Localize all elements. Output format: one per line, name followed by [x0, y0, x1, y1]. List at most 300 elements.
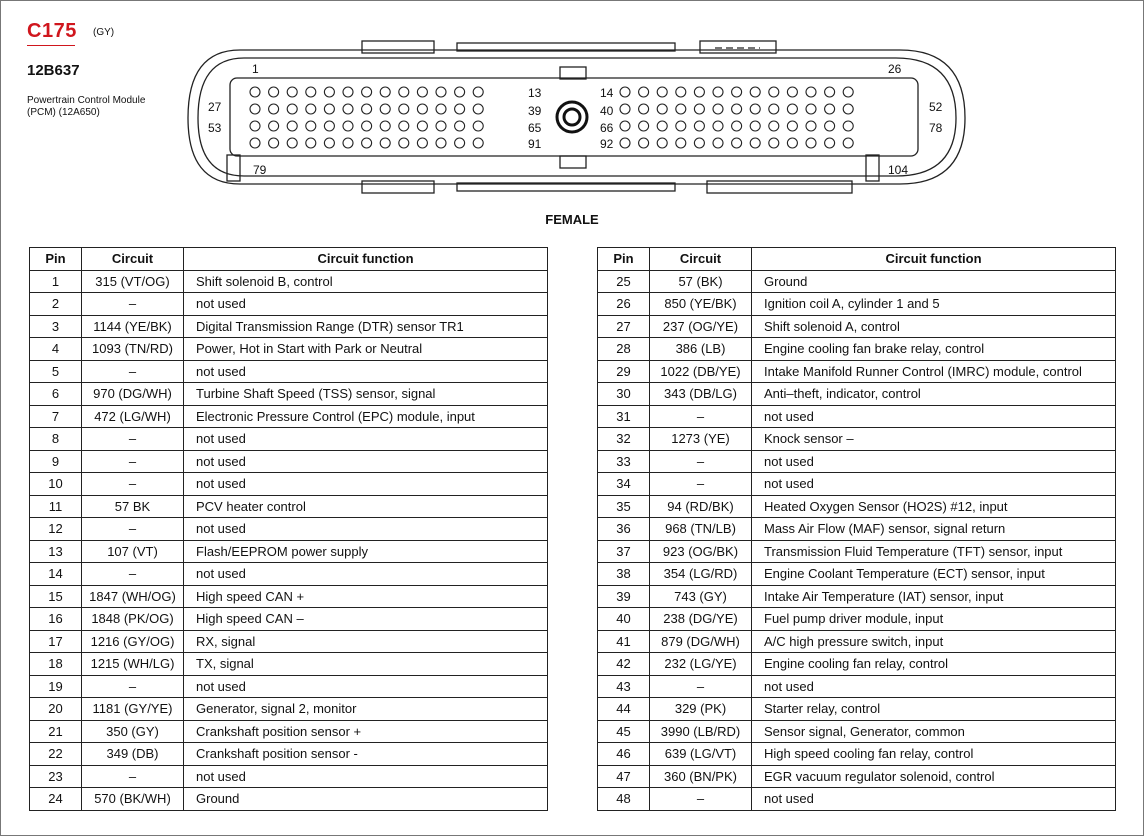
pin-hole [825, 121, 835, 131]
table-row [30, 788, 548, 811]
function-cell: Ground [184, 788, 548, 811]
pin-hole [620, 138, 630, 148]
connector-gender-label: FEMALE [545, 212, 599, 227]
table-row [30, 743, 548, 766]
table-row [30, 540, 548, 563]
pin-hole [713, 104, 723, 114]
function-cell: High speed CAN – [184, 608, 548, 631]
circuit-cell: – [82, 765, 184, 788]
pin-hole [269, 87, 279, 97]
pin-hole [380, 104, 390, 114]
table-row [30, 428, 548, 451]
pin-hole [436, 87, 446, 97]
pin-cell: 39 [598, 585, 650, 608]
pin-hole [769, 121, 779, 131]
pin-hole [473, 138, 483, 148]
pin-cell: 14 [30, 563, 82, 586]
pin-hole [287, 104, 297, 114]
pin-label-65: 65 [528, 121, 542, 135]
function-cell: not used [752, 450, 1116, 473]
table-row [30, 698, 548, 721]
circuit-cell: – [650, 450, 752, 473]
function-cell: PCV heater control [184, 495, 548, 518]
pin-hole [380, 138, 390, 148]
circuit-cell: 1144 (YE/BK) [82, 315, 184, 338]
pin-cell: 8 [30, 428, 82, 451]
pin-cell: 2 [30, 293, 82, 316]
pin-cell: 35 [598, 495, 650, 518]
function-cell: Crankshaft position sensor + [184, 720, 548, 743]
center-key-top [560, 67, 586, 79]
function-cell: Fuel pump driver module, input [752, 608, 1116, 631]
circuit-cell: 639 (LG/VT) [650, 743, 752, 766]
function-cell: Ground [752, 270, 1116, 293]
pin-hole [825, 87, 835, 97]
center-key-bottom [560, 156, 586, 168]
header-circuit-function: Circuit function [752, 248, 1116, 271]
connector-description-line1: Powertrain Control Module [27, 95, 146, 106]
pin-hole [732, 87, 742, 97]
circuit-cell: – [82, 428, 184, 451]
table-row [30, 495, 548, 518]
circuit-cell: – [82, 473, 184, 496]
circuit-cell: – [650, 675, 752, 698]
corner-key-left [227, 155, 240, 181]
function-cell: not used [752, 473, 1116, 496]
table-row [30, 765, 548, 788]
pin-hole [620, 121, 630, 131]
pin-cell: 27 [598, 315, 650, 338]
pin-hole [306, 138, 316, 148]
header-circuit: Circuit [82, 248, 184, 271]
pin-hole [473, 104, 483, 114]
circuit-cell: – [82, 360, 184, 383]
function-cell: Heated Oxygen Sensor (HO2S) #12, input [752, 495, 1116, 518]
pin-hole [306, 104, 316, 114]
pin-cell: 36 [598, 518, 650, 541]
table-row [598, 765, 1116, 788]
pin-cell: 21 [30, 720, 82, 743]
table-row [598, 563, 1116, 586]
pin-cell: 20 [30, 698, 82, 721]
pin-cell: 46 [598, 743, 650, 766]
pin-hole [750, 121, 760, 131]
circuit-cell: 570 (BK/WH) [82, 788, 184, 811]
function-cell: not used [184, 450, 548, 473]
circuit-cell: – [82, 563, 184, 586]
bottom-latch-left [362, 181, 434, 193]
pin-label-26: 26 [888, 62, 902, 76]
function-cell: Engine cooling fan relay, control [752, 653, 1116, 676]
pin-cell: 34 [598, 473, 650, 496]
pin-hole [694, 87, 704, 97]
table-row [598, 428, 1116, 451]
circuit-cell: – [82, 518, 184, 541]
pin-cell: 1 [30, 270, 82, 293]
pin-hole [750, 104, 760, 114]
pin-hole [399, 87, 409, 97]
circuit-cell: 360 (BN/PK) [650, 765, 752, 788]
circuit-cell: 3990 (LB/RD) [650, 720, 752, 743]
pin-cell: 26 [598, 293, 650, 316]
table-row [598, 338, 1116, 361]
function-cell: RX, signal [184, 630, 548, 653]
table-row [30, 653, 548, 676]
function-cell: Turbine Shaft Speed (TSS) sensor, signal [184, 383, 548, 406]
table-row [30, 473, 548, 496]
circuit-cell: 1848 (PK/OG) [82, 608, 184, 631]
circuit-cell: 343 (DB/LG) [650, 383, 752, 406]
pin-hole [324, 87, 334, 97]
function-cell: Digital Transmission Range (DTR) sensor TR1 [184, 315, 548, 338]
table-row [598, 315, 1116, 338]
pin-cell: 4 [30, 338, 82, 361]
pin-hole [380, 121, 390, 131]
pin-hole [732, 121, 742, 131]
pin-cell: 24 [30, 788, 82, 811]
circuit-cell: 329 (PK) [650, 698, 752, 721]
pin-cell: 30 [598, 383, 650, 406]
pin-cell: 3 [30, 315, 82, 338]
pin-hole [713, 87, 723, 97]
circuit-cell: 354 (LG/RD) [650, 563, 752, 586]
pin-hole [843, 104, 853, 114]
connector-color: (GY) [93, 27, 115, 38]
pin-hole [843, 138, 853, 148]
function-cell: not used [184, 293, 548, 316]
pin-hole [657, 104, 667, 114]
pin-hole [639, 104, 649, 114]
pin-hole [694, 104, 704, 114]
pin-hole [417, 138, 427, 148]
pin-label-52: 52 [929, 100, 943, 114]
circuit-cell: 923 (OG/BK) [650, 540, 752, 563]
pin-hole [269, 138, 279, 148]
pin-hole [806, 121, 816, 131]
pin-cell: 9 [30, 450, 82, 473]
pin-hole [436, 121, 446, 131]
header-circuit-function: Circuit function [184, 248, 548, 271]
table-row [598, 383, 1116, 406]
pin-hole [620, 87, 630, 97]
pin-hole [399, 138, 409, 148]
table-row [598, 293, 1116, 316]
pin-hole [787, 138, 797, 148]
table-row [598, 653, 1116, 676]
pin-hole [639, 87, 649, 97]
pin-hole [399, 104, 409, 114]
table-row [30, 383, 548, 406]
pin-hole [787, 104, 797, 114]
pin-cell: 23 [30, 765, 82, 788]
pin-label-39: 39 [528, 104, 542, 118]
function-cell: not used [752, 405, 1116, 428]
circuit-cell: 1216 (GY/OG) [82, 630, 184, 653]
connector-description-line2: (PCM) (12A650) [27, 107, 100, 118]
pin-hole [713, 121, 723, 131]
pin-hole [343, 138, 353, 148]
pin-cell: 38 [598, 563, 650, 586]
pin-hole [362, 121, 372, 131]
function-cell: Intake Manifold Runner Control (IMRC) module, control [752, 360, 1116, 383]
table-row [30, 675, 548, 698]
function-cell: Crankshaft position sensor - [184, 743, 548, 766]
pin-hole [436, 138, 446, 148]
pin-hole [657, 87, 667, 97]
pin-hole [250, 104, 260, 114]
corner-key-right [866, 155, 879, 181]
pin-hole [732, 138, 742, 148]
pin-cell: 44 [598, 698, 650, 721]
pin-hole [306, 87, 316, 97]
pin-hole [676, 138, 686, 148]
pin-hole [269, 121, 279, 131]
table-row [30, 518, 548, 541]
pin-cell: 37 [598, 540, 650, 563]
pin-cell: 45 [598, 720, 650, 743]
table-header-row [598, 248, 1116, 271]
pin-hole [676, 121, 686, 131]
pin-hole [287, 138, 297, 148]
pin-cell: 29 [598, 360, 650, 383]
pin-hole [380, 87, 390, 97]
pin-cell: 5 [30, 360, 82, 383]
function-cell: EGR vacuum regulator solenoid, control [752, 765, 1116, 788]
circuit-cell: – [650, 788, 752, 811]
pin-hole [417, 104, 427, 114]
center-bolt-inner [564, 109, 580, 125]
function-cell: Engine cooling fan brake relay, control [752, 338, 1116, 361]
pin-hole [417, 87, 427, 97]
pin-label-79: 79 [253, 163, 267, 177]
pin-hole [324, 121, 334, 131]
function-cell: Intake Air Temperature (IAT) sensor, input [752, 585, 1116, 608]
table-row [598, 540, 1116, 563]
circuit-cell: – [82, 450, 184, 473]
pin-hole [455, 121, 465, 131]
circuit-cell: 472 (LG/WH) [82, 405, 184, 428]
pin-hole [343, 104, 353, 114]
function-cell: Electronic Pressure Control (EPC) module, input [184, 405, 548, 428]
function-cell: Mass Air Flow (MAF) sensor, signal return [752, 518, 1116, 541]
function-cell: High speed CAN + [184, 585, 548, 608]
table-row [598, 608, 1116, 631]
pin-table-left [29, 247, 548, 811]
header-pin: Pin [598, 248, 650, 271]
function-cell: not used [184, 563, 548, 586]
pin-label-78: 78 [929, 121, 943, 135]
connector-id: C175 [27, 20, 77, 42]
pin-hole [750, 138, 760, 148]
pin-hole [250, 121, 260, 131]
pin-cell: 43 [598, 675, 650, 698]
circuit-cell: 350 (GY) [82, 720, 184, 743]
pin-hole [362, 138, 372, 148]
circuit-cell: – [82, 675, 184, 698]
pin-cell: 31 [598, 405, 650, 428]
pin-hole [343, 121, 353, 131]
pin-hole [269, 104, 279, 114]
pin-hole [362, 104, 372, 114]
function-cell: Sensor signal, Generator, common [752, 720, 1116, 743]
pin-hole [825, 138, 835, 148]
pin-cell: 17 [30, 630, 82, 653]
pin-label-1: 1 [252, 62, 259, 76]
pin-cell: 19 [30, 675, 82, 698]
pin-cell: 10 [30, 473, 82, 496]
table-row [598, 788, 1116, 811]
pin-cell: 25 [598, 270, 650, 293]
function-cell: High speed cooling fan relay, control [752, 743, 1116, 766]
pin-cell: 6 [30, 383, 82, 406]
top-latch-right [700, 41, 776, 53]
function-cell: not used [184, 675, 548, 698]
function-cell: Flash/EEPROM power supply [184, 540, 548, 563]
table-row [598, 698, 1116, 721]
pin-hole [787, 121, 797, 131]
table-row [598, 585, 1116, 608]
function-cell: Knock sensor – [752, 428, 1116, 451]
pin-cell: 7 [30, 405, 82, 428]
pin-cell: 11 [30, 495, 82, 518]
pin-hole [324, 138, 334, 148]
circuit-cell: 850 (YE/BK) [650, 293, 752, 316]
circuit-cell: 386 (LB) [650, 338, 752, 361]
circuit-cell: 1093 (TN/RD) [82, 338, 184, 361]
table-row [30, 630, 548, 653]
circuit-cell: 315 (VT/OG) [82, 270, 184, 293]
function-cell: A/C high pressure switch, input [752, 630, 1116, 653]
function-cell: TX, signal [184, 653, 548, 676]
table-row [30, 315, 548, 338]
circuit-cell: 349 (DB) [82, 743, 184, 766]
pin-hole [806, 104, 816, 114]
table-row [598, 518, 1116, 541]
pin-hole [324, 104, 334, 114]
table-row [598, 270, 1116, 293]
pin-cell: 15 [30, 585, 82, 608]
pin-hole [769, 104, 779, 114]
function-cell: not used [184, 765, 548, 788]
pin-table-right [597, 247, 1116, 811]
pin-hole [676, 104, 686, 114]
circuit-cell: – [650, 473, 752, 496]
function-cell: Starter relay, control [752, 698, 1116, 721]
circuit-cell: 107 (VT) [82, 540, 184, 563]
pin-hole [417, 121, 427, 131]
pin-hole [343, 87, 353, 97]
function-cell: not used [752, 675, 1116, 698]
pin-cell: 28 [598, 338, 650, 361]
circuit-cell: – [82, 293, 184, 316]
pin-hole [769, 138, 779, 148]
table-row [598, 450, 1116, 473]
pin-cell: 33 [598, 450, 650, 473]
pin-cell: 41 [598, 630, 650, 653]
connector-part-number: 12B637 [27, 62, 80, 79]
table-row [598, 743, 1116, 766]
table-row [598, 495, 1116, 518]
pin-label-53: 53 [208, 121, 222, 135]
pin-cell: 13 [30, 540, 82, 563]
pin-hole [806, 138, 816, 148]
circuit-cell: – [650, 405, 752, 428]
function-cell: not used [184, 473, 548, 496]
pin-hole [455, 87, 465, 97]
circuit-cell: 232 (LG/YE) [650, 653, 752, 676]
table-row [30, 585, 548, 608]
connector-face-diagram [180, 38, 970, 198]
pin-hole [399, 121, 409, 131]
table-row [598, 405, 1116, 428]
function-cell: Engine Coolant Temperature (ECT) sensor, input [752, 563, 1116, 586]
pin-hole [806, 87, 816, 97]
table-row [598, 675, 1116, 698]
table-row [30, 720, 548, 743]
pin-hole [287, 87, 297, 97]
pin-hole [620, 104, 630, 114]
circuit-cell: 743 (GY) [650, 585, 752, 608]
pin-label-14: 14 [600, 86, 614, 100]
table-row [598, 720, 1116, 743]
pin-cell: 48 [598, 788, 650, 811]
function-cell: Anti–theft, indicator, control [752, 383, 1116, 406]
pin-cell: 42 [598, 653, 650, 676]
function-cell: not used [184, 518, 548, 541]
function-cell: Ignition coil A, cylinder 1 and 5 [752, 293, 1116, 316]
function-cell: Power, Hot in Start with Park or Neutral [184, 338, 548, 361]
function-cell: Generator, signal 2, monitor [184, 698, 548, 721]
circuit-cell: 94 (RD/BK) [650, 495, 752, 518]
pin-cell: 32 [598, 428, 650, 451]
top-latch-left [362, 41, 434, 53]
bottom-latch-right [707, 181, 852, 193]
pin-cell: 16 [30, 608, 82, 631]
pin-hole [306, 121, 316, 131]
circuit-cell: 237 (OG/YE) [650, 315, 752, 338]
pin-cell: 47 [598, 765, 650, 788]
circuit-cell: 1181 (GY/YE) [82, 698, 184, 721]
pin-hole [362, 87, 372, 97]
pin-hole [676, 87, 686, 97]
pin-hole [694, 138, 704, 148]
header-circuit: Circuit [650, 248, 752, 271]
pin-hole [639, 138, 649, 148]
table-row [30, 608, 548, 631]
pin-hole [694, 121, 704, 131]
pin-label-66: 66 [600, 121, 614, 135]
table-row [30, 293, 548, 316]
pin-label-91: 91 [528, 137, 542, 151]
pin-hole [657, 121, 667, 131]
pin-hole [843, 87, 853, 97]
pin-hole [732, 104, 742, 114]
circuit-cell: 970 (DG/WH) [82, 383, 184, 406]
function-cell: Shift solenoid B, control [184, 270, 548, 293]
circuit-cell: 57 (BK) [650, 270, 752, 293]
circuit-cell: 1022 (DB/YE) [650, 360, 752, 383]
circuit-cell: 1215 (WH/LG) [82, 653, 184, 676]
pin-hole [825, 104, 835, 114]
circuit-cell: 1273 (YE) [650, 428, 752, 451]
table-header-row [30, 248, 548, 271]
pin-label-27: 27 [208, 100, 222, 114]
table-row [598, 360, 1116, 383]
connector-id-underline [27, 45, 75, 46]
pin-hole [473, 121, 483, 131]
function-cell: not used [184, 428, 548, 451]
pin-cell: 40 [598, 608, 650, 631]
